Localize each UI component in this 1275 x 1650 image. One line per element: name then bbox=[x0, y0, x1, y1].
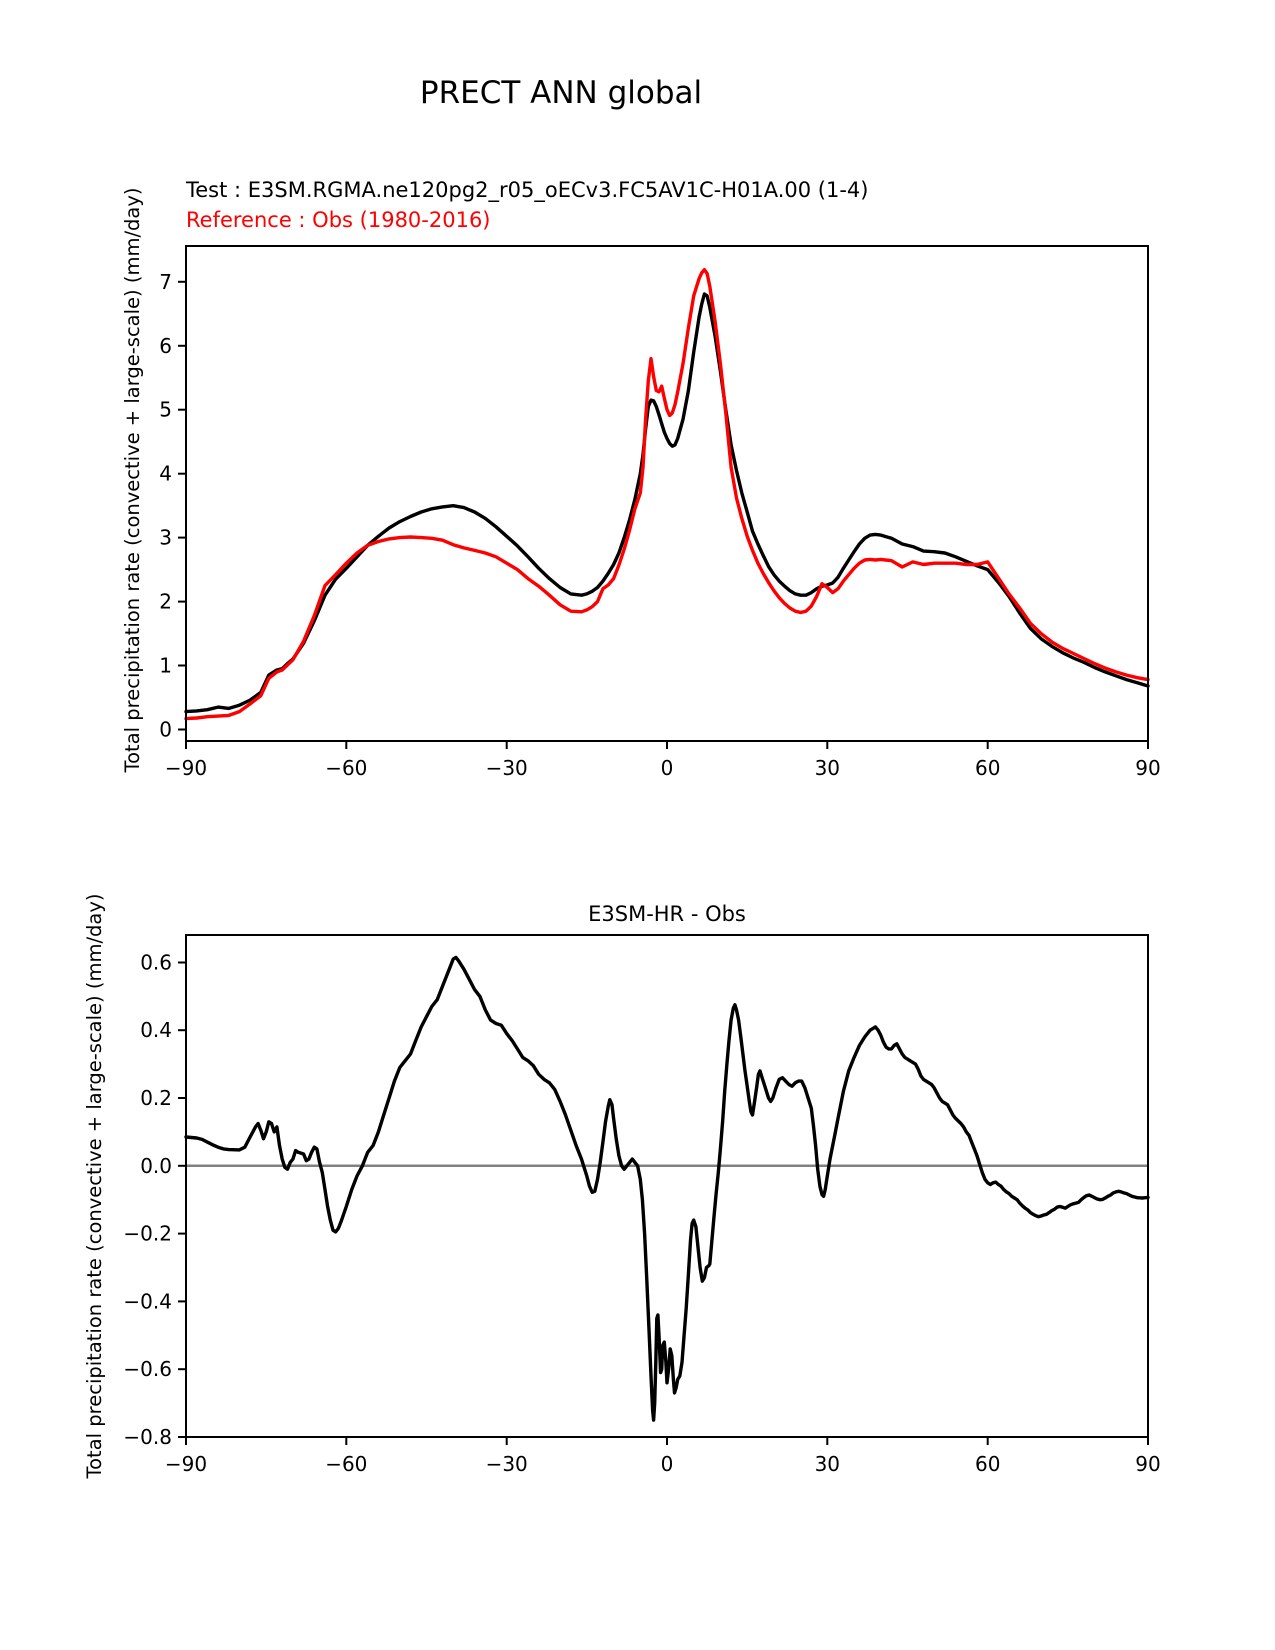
legend-reference-label: Reference : Obs (1980-2016) bbox=[186, 208, 491, 232]
x-tick-label: 30 bbox=[814, 1452, 841, 1476]
y-tick-label: 5 bbox=[159, 397, 172, 422]
reference-obs-curve bbox=[186, 270, 1148, 719]
x-tick-label: −30 bbox=[485, 756, 528, 780]
top-chart-y-axis-label: Total precipitation rate (convective + large-scale) (mm/day) bbox=[121, 187, 144, 773]
x-tick-label: −90 bbox=[164, 756, 208, 780]
x-tick-label: −60 bbox=[325, 756, 368, 780]
y-tick-label: 1 bbox=[159, 653, 172, 678]
y-tick-label: −0.6 bbox=[123, 1357, 172, 1382]
x-tick-label: 0 bbox=[660, 756, 674, 780]
y-tick-label: 0.0 bbox=[140, 1153, 172, 1178]
y-tick-label: 6 bbox=[159, 333, 172, 358]
x-tick-label: 90 bbox=[1135, 1452, 1161, 1476]
y-tick-label: 7 bbox=[159, 269, 172, 294]
y-tick-label: 0 bbox=[159, 717, 172, 742]
y-tick-label: 4 bbox=[159, 461, 172, 486]
x-tick-label: 60 bbox=[974, 756, 1001, 780]
test-e3sm-hr-curve bbox=[186, 294, 1148, 712]
x-tick-label: −60 bbox=[325, 1452, 368, 1476]
x-tick-label: −30 bbox=[485, 1452, 528, 1476]
x-tick-label: 60 bbox=[974, 1452, 1001, 1476]
difference-curve bbox=[186, 957, 1148, 1420]
y-tick-label: 0.6 bbox=[140, 950, 172, 975]
y-tick-label: −0.2 bbox=[123, 1221, 172, 1246]
y-tick-label: −0.4 bbox=[123, 1289, 172, 1314]
plot-border bbox=[186, 246, 1148, 741]
x-tick-label: 90 bbox=[1135, 756, 1161, 780]
legend-test-label: Test : E3SM.RGMA.ne120pg2_r05_oECv3.FC5AV1C-H01A.00 (1-4) bbox=[186, 178, 869, 202]
x-tick-label: 30 bbox=[814, 756, 841, 780]
figure-title: PRECT ANN global bbox=[419, 75, 703, 111]
y-tick-label: 3 bbox=[159, 525, 172, 550]
bottom-chart-title: E3SM-HR - Obs bbox=[588, 902, 746, 926]
y-tick-label: 0.2 bbox=[140, 1086, 172, 1110]
y-tick-label: 0.4 bbox=[140, 1018, 172, 1043]
y-tick-label: 2 bbox=[159, 589, 172, 614]
x-tick-label: 0 bbox=[660, 1452, 674, 1476]
bottom-chart bbox=[123, 935, 1160, 1476]
bottom-chart-y-axis-label: Total precipitation rate (convective + large-scale) (mm/day) bbox=[83, 893, 106, 1479]
x-tick-label: −90 bbox=[164, 1452, 208, 1476]
y-tick-label: −0.8 bbox=[123, 1425, 172, 1449]
top-chart bbox=[159, 246, 1160, 780]
